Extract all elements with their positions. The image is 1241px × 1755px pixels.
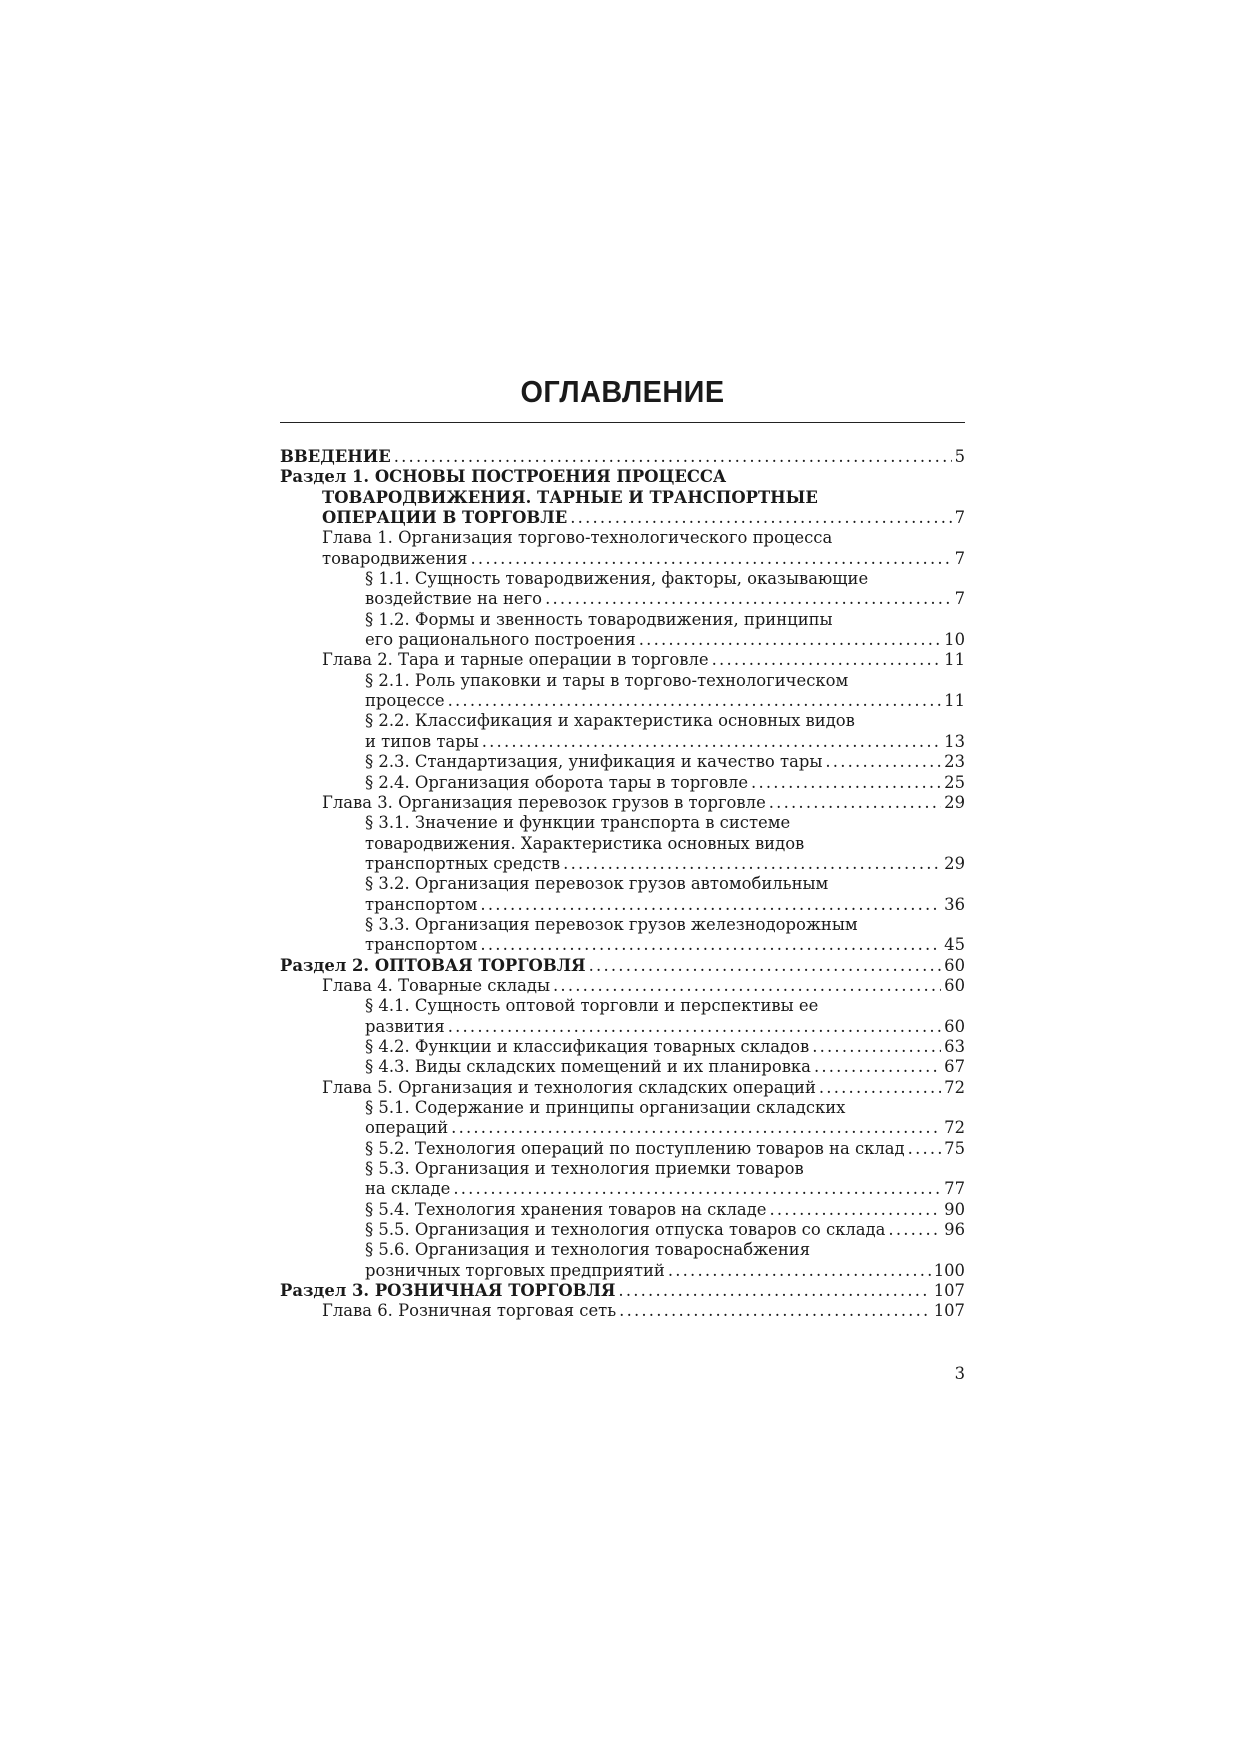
toc-entry-title: товародвижения. Характеристика основных видов [365, 833, 805, 853]
toc-entry-title: транспортом [365, 894, 478, 914]
toc-entry-page: 96 [944, 1220, 965, 1240]
toc-entry-title: § 1.2. Формы и звенность товародвижения, принципы [365, 609, 833, 629]
toc-entry-title: Раздел 3. РОЗНИЧНАЯ ТОРГОВЛЯ [280, 1281, 616, 1301]
toc-entry[interactable] [280, 671, 965, 691]
toc-entry[interactable] [280, 1179, 965, 1199]
toc-entry-title: розничных торговых предприятий [365, 1260, 665, 1280]
toc-entry[interactable] [280, 528, 965, 548]
toc-entry-title: Раздел 2. ОПТОВАЯ ТОРГОВЛЯ [280, 955, 586, 975]
toc-entry-page: 107 [933, 1281, 965, 1301]
toc-entry-page: 72 [944, 1077, 965, 1097]
toc-entry[interactable] [280, 895, 965, 915]
toc-entry[interactable] [280, 711, 965, 731]
toc-entry-page: 60 [944, 975, 965, 995]
toc-entry-title: § 5.4. Технология хранения товаров на складе [365, 1199, 767, 1219]
toc-entry[interactable] [280, 630, 965, 650]
dot-leader [553, 976, 941, 996]
dot-leader [471, 549, 952, 569]
toc-entry[interactable] [280, 935, 965, 955]
toc-entry-title: ТОВАРОДВИЖЕНИЯ. ТАРНЫЕ И ТРАНСПОРТНЫЕ [322, 487, 818, 507]
toc-entry-title: § 5.3. Организация и технология приемки товаров [365, 1159, 804, 1179]
toc-entry-title: и типов тары [365, 731, 479, 751]
toc-entry-title: § 5.2. Технология операций по поступлению товаров на склад [365, 1138, 905, 1158]
toc-entry-title: § 2.1. Роль упаковки и тары в торгово-технологическом [365, 670, 849, 690]
toc-entry-title: на складе [365, 1179, 451, 1199]
dot-leader [619, 1301, 931, 1321]
toc-entry-title: Глава 5. Организация и технология складских операций [322, 1077, 816, 1097]
toc-entry[interactable] [280, 1098, 965, 1118]
toc-entry-page: 107 [933, 1301, 965, 1321]
toc-entry-title: его рационального построения [365, 630, 636, 650]
toc-entry-page: 60 [944, 955, 965, 975]
toc-entry[interactable] [280, 956, 965, 976]
dot-leader [570, 508, 951, 528]
dot-leader [888, 1220, 941, 1240]
toc-entry-title: Раздел 1. ОСНОВЫ ПОСТРОЕНИЯ ПРОЦЕССА [280, 467, 727, 487]
toc-entry-page: 63 [944, 1036, 965, 1056]
toc-entry-page: 10 [944, 630, 965, 650]
toc-entry-title: § 5.1. Содержание и принципы организации складских [365, 1098, 846, 1117]
toc-entry[interactable] [280, 447, 965, 467]
toc-entry-title: Глава 1. Организация торгово-технологического процесса [322, 528, 833, 548]
toc-entry-title: транспортом [365, 935, 478, 955]
toc-entry-title: Глава 3. Организация перевозок грузов в торговле [322, 792, 766, 812]
dot-leader [812, 1037, 941, 1057]
dot-leader [712, 650, 942, 670]
toc-entry[interactable] [280, 834, 965, 854]
toc-entry-page: 100 [933, 1260, 965, 1280]
toc-entry-page: 7 [954, 548, 965, 568]
dot-leader [769, 1200, 941, 1220]
toc-entry-title: ОПЕРАЦИИ В ТОРГОВЛЕ [322, 508, 568, 528]
dot-leader [480, 935, 941, 955]
toc-entry-page: 11 [944, 691, 965, 711]
toc-entry[interactable] [280, 1037, 965, 1057]
toc-entry-page: 45 [944, 935, 965, 955]
toc-entry[interactable] [280, 732, 965, 752]
dot-leader [908, 1139, 941, 1159]
toc-entry[interactable] [280, 1301, 965, 1321]
dot-leader [819, 1078, 941, 1098]
dot-leader [825, 752, 941, 772]
toc-entry[interactable] [280, 773, 965, 793]
toc-entry[interactable] [280, 874, 965, 894]
toc-entry-page: 7 [954, 508, 965, 528]
toc-entry[interactable] [280, 1220, 965, 1240]
toc-entry-title: операций [365, 1118, 449, 1138]
toc-entry[interactable] [280, 488, 965, 508]
toc-entry-title: § 3.3. Организация перевозок грузов железнодорожным [365, 914, 858, 934]
toc-entry[interactable] [280, 793, 965, 813]
toc-entry-page: 13 [944, 731, 965, 751]
toc-entry[interactable] [280, 1139, 965, 1159]
toc-entry-title: товародвижения [322, 548, 468, 568]
toc-entry-title: § 2.4. Организация оборота тары в торговле [365, 772, 749, 792]
toc-entry-title: Глава 2. Тара и тарные операции в торговле [322, 650, 709, 670]
dot-leader [394, 447, 952, 467]
toc-entry[interactable] [280, 1078, 965, 1098]
toc-entry[interactable] [280, 1159, 965, 1179]
toc-entry-title: развития [365, 1016, 445, 1036]
toc-entry-title: § 2.3. Стандартизация, унификация и качество тары [365, 752, 823, 772]
toc-entry[interactable] [280, 813, 965, 833]
dot-leader [769, 793, 941, 813]
toc-entry-title: воздействие на него [365, 589, 543, 609]
toc-entry[interactable] [280, 569, 965, 589]
dot-leader [448, 691, 942, 711]
toc-entry[interactable] [280, 976, 965, 996]
toc-entry-page: 29 [944, 792, 965, 812]
dot-leader [448, 1017, 941, 1037]
dot-leader [668, 1261, 931, 1281]
toc-entry[interactable] [280, 915, 965, 935]
table-of-contents [280, 447, 965, 1322]
dot-leader [482, 732, 941, 752]
title-divider [280, 422, 965, 423]
toc-entry-page: 36 [944, 894, 965, 914]
dot-leader [545, 589, 952, 609]
toc-entry-page: 90 [944, 1199, 965, 1219]
toc-entry-page: 29 [944, 853, 965, 873]
toc-entry[interactable] [280, 549, 965, 569]
toc-entry-title: § 3.1. Значение и функции транспорта в системе [365, 813, 791, 833]
toc-entry-page: 25 [944, 772, 965, 792]
toc-entry-title: процессе [365, 691, 445, 711]
toc-entry-page: 75 [944, 1138, 965, 1158]
dot-leader [814, 1057, 941, 1077]
toc-entry[interactable] [280, 1057, 965, 1077]
dot-leader [480, 895, 941, 915]
toc-entry-page: 11 [944, 650, 965, 670]
toc-entry-page: 67 [944, 1057, 965, 1077]
dot-leader [618, 1281, 930, 1301]
toc-entry-title: транспортных средств [365, 853, 561, 873]
toc-entry[interactable] [280, 508, 965, 528]
dot-leader [563, 854, 941, 874]
toc-entry-title: § 4.1. Сущность оптовой торговли и перспективы ее [365, 996, 819, 1016]
toc-entry[interactable] [280, 691, 965, 711]
toc-entry[interactable] [280, 610, 965, 630]
toc-entry[interactable] [280, 752, 965, 772]
toc-entry-page: 72 [944, 1118, 965, 1138]
toc-entry-title: § 2.2. Классификация и характеристика основных видов [365, 711, 855, 731]
toc-entry-title: § 3.2. Организация перевозок грузов автомобильным [365, 874, 829, 894]
toc-entry[interactable] [280, 1261, 965, 1281]
page-title: ОГЛАВЛЕНИЕ [520, 374, 725, 409]
toc-entry[interactable] [280, 1240, 965, 1260]
page-number: 3 [954, 1364, 965, 1383]
toc-entry-page: 5 [954, 447, 965, 466]
dot-leader [639, 630, 941, 650]
toc-entry-page: 77 [944, 1179, 965, 1199]
toc-entry-title: ВВЕДЕНИЕ [280, 447, 391, 466]
toc-entry-title: § 4.2. Функции и классификация товарных складов [365, 1036, 810, 1056]
dot-leader [751, 773, 941, 793]
toc-entry[interactable] [280, 996, 965, 1016]
toc-entry[interactable] [280, 650, 965, 670]
toc-entry-title: § 4.3. Виды складских помещений и их планировка [365, 1057, 811, 1077]
toc-entry[interactable] [280, 589, 965, 609]
toc-entry-page: 7 [954, 589, 965, 609]
toc-entry-page: 60 [944, 1016, 965, 1036]
toc-entry-title: Глава 4. Товарные склады [322, 975, 551, 995]
toc-entry[interactable] [280, 854, 965, 874]
dot-leader [589, 956, 942, 976]
dot-leader [451, 1118, 941, 1138]
toc-entry[interactable] [280, 467, 965, 487]
toc-entry[interactable] [280, 1200, 965, 1220]
toc-entry[interactable] [280, 1281, 965, 1301]
toc-entry-title: § 1.1. Сущность товародвижения, факторы, оказывающие [365, 569, 869, 589]
dot-leader [453, 1179, 941, 1199]
toc-entry[interactable] [280, 1017, 965, 1037]
toc-entry[interactable] [280, 1118, 965, 1138]
toc-entry-page: 23 [944, 752, 965, 772]
toc-entry-title: Глава 6. Розничная торговая сеть [322, 1301, 617, 1321]
toc-entry-title: § 5.5. Организация и технология отпуска товаров со склада [365, 1220, 886, 1240]
toc-entry-title: § 5.6. Организация и технология товароснабжения [365, 1240, 811, 1260]
